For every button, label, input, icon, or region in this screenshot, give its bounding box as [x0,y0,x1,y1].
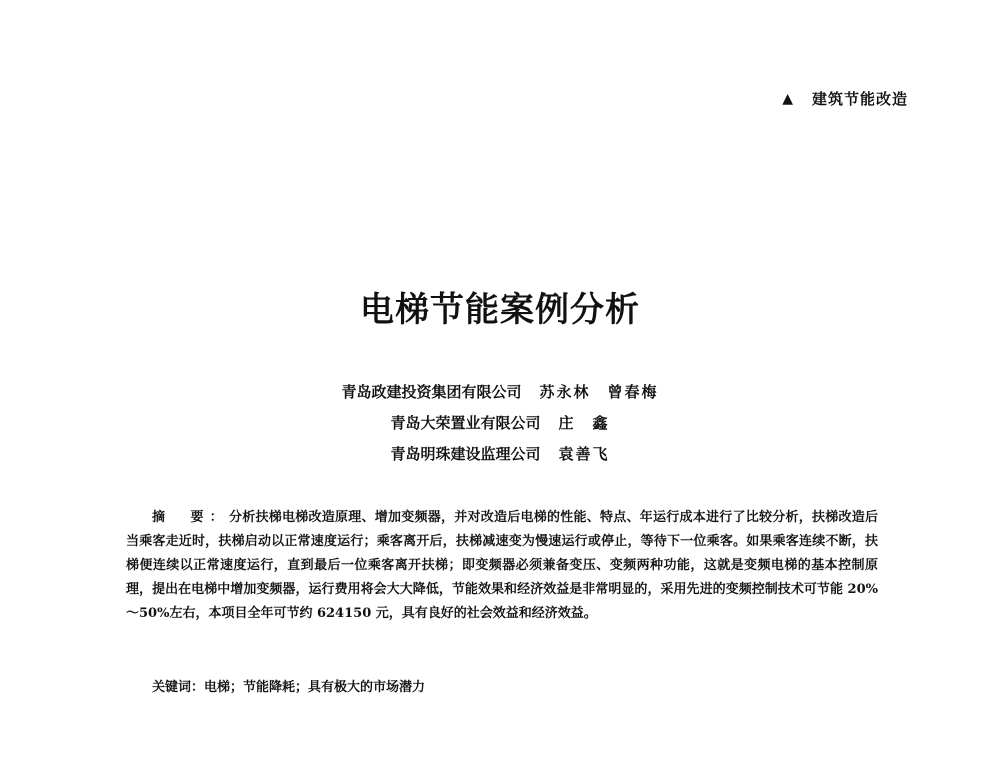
section-name: 建筑节能改造 [811,90,908,108]
keywords-label: 关键词： [152,680,205,695]
paper-title: 电梯节能案例分析 [360,290,640,330]
author-line-2 [0,411,1000,442]
author-line-3 [0,442,1000,473]
author-org: 青岛政建投资集团有限公司 [341,383,522,401]
keywords-text: 电梯；节能降耗；具有极大的市场潜力 [204,680,426,695]
author-names: 袁善飞 [558,445,610,463]
author-names: 苏永林 曾春梅 [539,383,659,401]
keywords [152,676,425,700]
author-line-1 [0,380,1000,411]
abstract [126,506,878,626]
author-org: 青岛明珠建设监理公司 [390,445,541,463]
author-block [0,380,1000,473]
abstract-label: 摘 要： [152,510,229,525]
triangle-icon: ▲ [782,90,794,107]
running-header [782,88,908,109]
author-org: 青岛大荣置业有限公司 [390,414,541,432]
abstract-text: 分析扶梯电梯改造原理、增加变频器，并对改造后电梯的性能、特点、年运行成本进行了比较分析，扶梯改造后当乘客走近时，扶梯启动以正常速度运行；乘客离开后，扶梯减速变为慢速运行或停止，等待下一位乘客。如果乘客连续不断，扶梯便连续以正常速度运行，直到最后一位乘客离开扶梯；即变频器必须兼备变压、变频两种功能，这就是变频电梯的基本控制原理，提出在电梯中增加变频器，运行费用将会大大降低，节能效果和经济效益是非常明显的，采用先进的变频控制技术可节能 20%～50%左右，本项目全年可节约 624150 元，具有良好的社会效益和经济效益。 [126,510,878,621]
author-names: 庄 鑫 [558,414,610,432]
